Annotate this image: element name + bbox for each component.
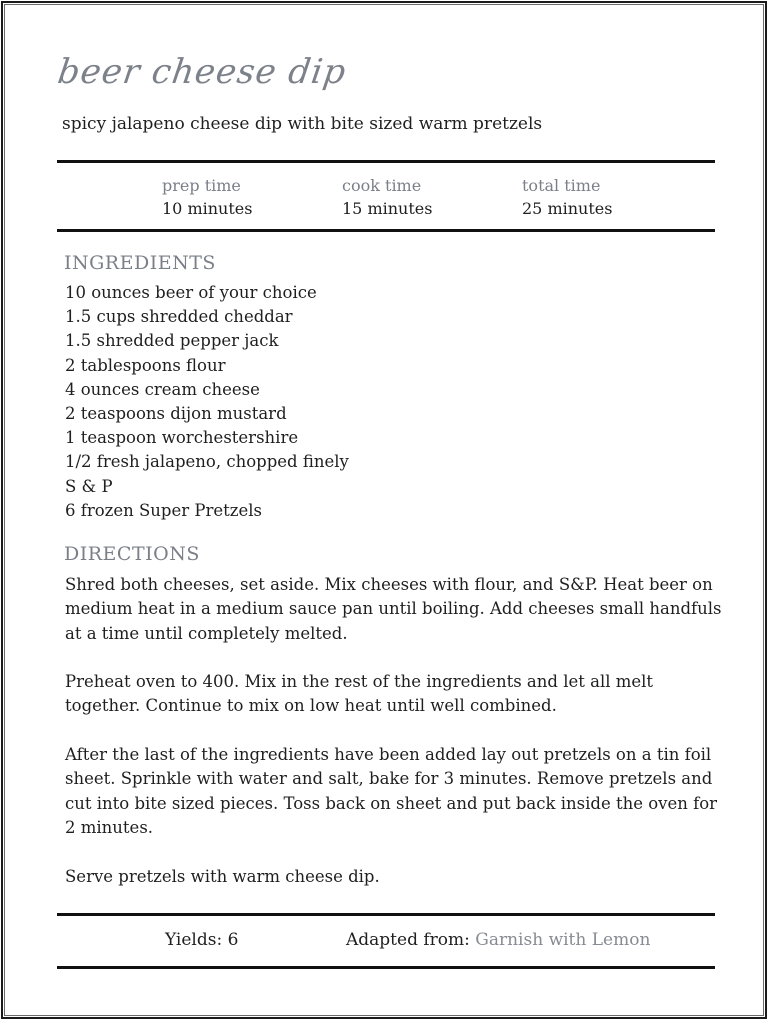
ingredient-item: 4 ounces cream cheese [65, 379, 260, 399]
ingredient-item: 10 ounces beer of your choice [65, 283, 317, 302]
direction-step: Shred both cheeses, set aside. Mix cheeses with flour, and S&P. Heat beer on medium heat in a medium sauce pan until boiling. Add cheeses small handfuls at a time until completely melted. [65, 575, 722, 643]
ingredient-item: 1/2 fresh jalapeno, chopped finely [65, 452, 349, 472]
prep-time-label: prep time [162, 176, 241, 195]
ingredient-item: S & P [65, 476, 113, 496]
divider-footer-top [57, 913, 715, 916]
ingredients-list [65, 281, 349, 523]
recipe-title: beer cheese dip [55, 52, 349, 92]
direction-step: Preheat oven to 400. Mix in the rest of the ingredients and let all melt together. Continue to mix on low heat until well combined. [65, 672, 654, 716]
ingredients-heading: INGREDIENTS [64, 252, 216, 274]
ingredient-item: 1.5 cups shredded cheddar [65, 307, 293, 327]
total-time-value: 25 minutes [522, 199, 613, 218]
ingredient-item: 1 teaspoon worchestershire [65, 428, 299, 448]
direction-step: After the last of the ingredients have been added lay out pretzels on a tin foil sheet. Sprinkle with water and salt, bake for 3 minutes. Remove pretzels and cut into bite sized pieces. Toss back on sheet and put back inside the oven for 2 minutes. [65, 745, 718, 837]
prep-time [162, 174, 252, 220]
adapted-from-label: Adapted from: [346, 930, 470, 950]
yields: Yields: 6 [165, 930, 239, 950]
cook-time-value: 15 minutes [342, 199, 433, 218]
recipe-subtitle: spicy jalapeno cheese dip with bite sized warm pretzels [62, 114, 543, 134]
ingredient-item: 6 frozen Super Pretzels [65, 500, 262, 520]
adapted-from-source[interactable]: Garnish with Lemon [475, 930, 651, 950]
total-time-label: total time [522, 176, 601, 195]
divider-footer-bottom [57, 966, 715, 969]
divider-top [57, 160, 715, 163]
cook-time [342, 174, 432, 220]
divider-times [57, 229, 715, 232]
directions-body [65, 573, 725, 913]
ingredient-item: 1.5 shredded pepper jack [65, 331, 279, 351]
prep-time-value: 10 minutes [162, 199, 253, 218]
direction-step: Serve pretzels with warm cheese dip. [65, 866, 380, 886]
ingredient-item: 2 teaspoons dijon mustard [65, 404, 287, 424]
cook-time-label: cook time [342, 176, 422, 195]
ingredient-item: 2 tablespoons flour [65, 355, 226, 375]
adapted-from [346, 930, 650, 950]
total-time [522, 174, 612, 220]
directions-heading: DIRECTIONS [64, 543, 200, 565]
